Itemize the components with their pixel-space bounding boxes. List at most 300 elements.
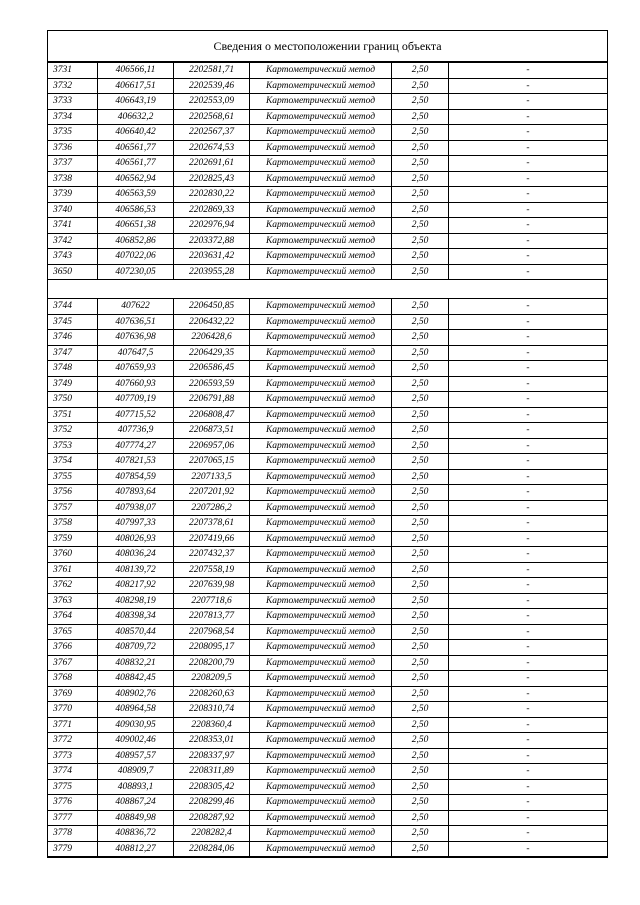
accuracy-cell: 2,50 <box>392 249 449 265</box>
method-cell: Картометрический метод <box>250 218 392 234</box>
table-row <box>48 841 607 857</box>
description-cell: - <box>449 264 608 280</box>
method-cell: Картометрический метод <box>250 717 392 733</box>
table-row <box>48 392 607 408</box>
point-number-cell: 3752 <box>48 423 98 439</box>
y-coordinate-cell: 2207065,15 <box>174 454 250 470</box>
accuracy-cell: 2,50 <box>392 171 449 187</box>
description-cell: - <box>449 733 608 749</box>
method-cell: Картометрический метод <box>250 764 392 780</box>
point-number-cell: 3736 <box>48 140 98 156</box>
point-number-cell: 3754 <box>48 454 98 470</box>
method-cell: Картометрический метод <box>250 516 392 532</box>
method-cell: Картометрический метод <box>250 345 392 361</box>
point-number-cell: 3777 <box>48 810 98 826</box>
table-row <box>48 531 607 547</box>
point-number-cell: 3763 <box>48 593 98 609</box>
method-cell: Картометрический метод <box>250 140 392 156</box>
accuracy-cell: 2,50 <box>392 531 449 547</box>
point-number-cell: 3759 <box>48 531 98 547</box>
point-number-cell: 3731 <box>48 63 98 79</box>
accuracy-cell: 2,50 <box>392 841 449 857</box>
description-cell: - <box>449 202 608 218</box>
method-cell: Картометрический метод <box>250 314 392 330</box>
point-number-cell: 3739 <box>48 187 98 203</box>
description-cell: - <box>449 345 608 361</box>
description-cell: - <box>449 516 608 532</box>
y-coordinate-cell: 2206432,22 <box>174 314 250 330</box>
method-cell: Картометрический метод <box>250 63 392 79</box>
description-cell: - <box>449 140 608 156</box>
x-coordinate-cell: 406617,51 <box>98 78 174 94</box>
y-coordinate-cell: 2207286,2 <box>174 500 250 516</box>
accuracy-cell: 2,50 <box>392 94 449 110</box>
method-cell: Картометрический метод <box>250 500 392 516</box>
table-row <box>48 717 607 733</box>
description-cell: - <box>449 717 608 733</box>
x-coordinate-cell: 407997,33 <box>98 516 174 532</box>
description-cell: - <box>449 841 608 857</box>
method-cell: Картометрический метод <box>250 392 392 408</box>
description-cell: - <box>449 438 608 454</box>
method-cell: Картометрический метод <box>250 593 392 609</box>
y-coordinate-cell: 2206429,35 <box>174 345 250 361</box>
method-cell: Картометрический метод <box>250 264 392 280</box>
accuracy-cell: 2,50 <box>392 330 449 346</box>
description-cell: - <box>449 810 608 826</box>
accuracy-cell: 2,50 <box>392 609 449 625</box>
x-coordinate-cell: 408849,98 <box>98 810 174 826</box>
accuracy-cell: 2,50 <box>392 733 449 749</box>
description-cell: - <box>449 423 608 439</box>
description-cell: - <box>449 407 608 423</box>
y-coordinate-cell: 2202581,71 <box>174 63 250 79</box>
accuracy-cell: 2,50 <box>392 810 449 826</box>
method-cell: Картометрический метод <box>250 624 392 640</box>
point-number-cell: 3750 <box>48 392 98 408</box>
point-number-cell: 3758 <box>48 516 98 532</box>
description-cell: - <box>449 314 608 330</box>
table-title: Сведения о местоположении границ объекта <box>48 31 607 62</box>
method-cell: Картометрический метод <box>250 109 392 125</box>
description-cell: - <box>449 171 608 187</box>
accuracy-cell: 2,50 <box>392 202 449 218</box>
x-coordinate-cell: 408902,76 <box>98 686 174 702</box>
x-coordinate-cell: 408836,72 <box>98 826 174 842</box>
description-cell: - <box>449 330 608 346</box>
table-row <box>48 826 607 842</box>
x-coordinate-cell: 407893,64 <box>98 485 174 501</box>
accuracy-cell: 2,50 <box>392 78 449 94</box>
accuracy-cell: 2,50 <box>392 376 449 392</box>
x-coordinate-cell: 407821,53 <box>98 454 174 470</box>
accuracy-cell: 2,50 <box>392 562 449 578</box>
table-row <box>48 469 607 485</box>
y-coordinate-cell: 2208287,92 <box>174 810 250 826</box>
method-cell: Картометрический метод <box>250 609 392 625</box>
accuracy-cell: 2,50 <box>392 361 449 377</box>
y-coordinate-cell: 2208299,46 <box>174 795 250 811</box>
accuracy-cell: 2,50 <box>392 438 449 454</box>
accuracy-cell: 2,50 <box>392 671 449 687</box>
method-cell: Картометрический метод <box>250 810 392 826</box>
description-cell: - <box>449 624 608 640</box>
table-row <box>48 485 607 501</box>
point-number-cell: 3755 <box>48 469 98 485</box>
point-number-cell: 3767 <box>48 655 98 671</box>
table-row <box>48 795 607 811</box>
x-coordinate-cell: 407854,59 <box>98 469 174 485</box>
y-coordinate-cell: 2206791,88 <box>174 392 250 408</box>
accuracy-cell: 2,50 <box>392 345 449 361</box>
y-coordinate-cell: 2208305,42 <box>174 779 250 795</box>
method-cell: Картометрический метод <box>250 454 392 470</box>
description-cell: - <box>449 686 608 702</box>
description-cell: - <box>449 187 608 203</box>
point-number-cell: 3751 <box>48 407 98 423</box>
y-coordinate-cell: 2202976,94 <box>174 218 250 234</box>
x-coordinate-cell: 407660,93 <box>98 376 174 392</box>
point-number-cell: 3779 <box>48 841 98 857</box>
table-row <box>48 125 607 141</box>
table-row <box>48 609 607 625</box>
method-cell: Картометрический метод <box>250 249 392 265</box>
method-cell: Картометрический метод <box>250 578 392 594</box>
accuracy-cell: 2,50 <box>392 702 449 718</box>
y-coordinate-cell: 2207133,5 <box>174 469 250 485</box>
x-coordinate-cell: 406561,77 <box>98 140 174 156</box>
table-row <box>48 516 607 532</box>
description-cell: - <box>449 795 608 811</box>
x-coordinate-cell: 408217,92 <box>98 578 174 594</box>
table-row <box>48 361 607 377</box>
y-coordinate-cell: 2207432,37 <box>174 547 250 563</box>
point-number-cell: 3757 <box>48 500 98 516</box>
method-cell: Картометрический метод <box>250 171 392 187</box>
y-coordinate-cell: 2206873,51 <box>174 423 250 439</box>
accuracy-cell: 2,50 <box>392 407 449 423</box>
table-row <box>48 376 607 392</box>
accuracy-cell: 2,50 <box>392 547 449 563</box>
point-number-cell: 3737 <box>48 156 98 172</box>
y-coordinate-cell: 2203955,28 <box>174 264 250 280</box>
x-coordinate-cell: 408832,21 <box>98 655 174 671</box>
table-row <box>48 330 607 346</box>
table-row <box>48 94 607 110</box>
y-coordinate-cell: 2202691,61 <box>174 156 250 172</box>
table-row <box>48 624 607 640</box>
description-cell: - <box>449 578 608 594</box>
group-separator-cell <box>48 280 607 299</box>
table-row <box>48 454 607 470</box>
y-coordinate-cell: 2208353,01 <box>174 733 250 749</box>
point-number-cell: 3776 <box>48 795 98 811</box>
x-coordinate-cell: 406640,42 <box>98 125 174 141</box>
accuracy-cell: 2,50 <box>392 748 449 764</box>
description-cell: - <box>449 640 608 656</box>
description-cell: - <box>449 63 608 79</box>
description-cell: - <box>449 299 608 315</box>
accuracy-cell: 2,50 <box>392 63 449 79</box>
description-cell: - <box>449 392 608 408</box>
x-coordinate-cell: 407647,5 <box>98 345 174 361</box>
point-number-cell: 3738 <box>48 171 98 187</box>
accuracy-cell: 2,50 <box>392 140 449 156</box>
point-number-cell: 3761 <box>48 562 98 578</box>
accuracy-cell: 2,50 <box>392 187 449 203</box>
x-coordinate-cell: 408036,24 <box>98 547 174 563</box>
y-coordinate-cell: 2207558,19 <box>174 562 250 578</box>
point-number-cell: 3732 <box>48 78 98 94</box>
description-cell: - <box>449 469 608 485</box>
point-number-cell: 3771 <box>48 717 98 733</box>
description-cell: - <box>449 764 608 780</box>
point-number-cell: 3753 <box>48 438 98 454</box>
coordinates-table <box>48 62 607 857</box>
y-coordinate-cell: 2207419,66 <box>174 531 250 547</box>
method-cell: Картометрический метод <box>250 187 392 203</box>
accuracy-cell: 2,50 <box>392 795 449 811</box>
accuracy-cell: 2,50 <box>392 485 449 501</box>
x-coordinate-cell: 408298,19 <box>98 593 174 609</box>
y-coordinate-cell: 2202869,33 <box>174 202 250 218</box>
table-row <box>48 500 607 516</box>
method-cell: Картометрический метод <box>250 485 392 501</box>
x-coordinate-cell: 408964,58 <box>98 702 174 718</box>
method-cell: Картометрический метод <box>250 376 392 392</box>
method-cell: Картометрический метод <box>250 826 392 842</box>
table-row <box>48 78 607 94</box>
point-number-cell: 3775 <box>48 779 98 795</box>
accuracy-cell: 2,50 <box>392 655 449 671</box>
description-cell: - <box>449 748 608 764</box>
method-cell: Картометрический метод <box>250 330 392 346</box>
y-coordinate-cell: 2208209,5 <box>174 671 250 687</box>
method-cell: Картометрический метод <box>250 94 392 110</box>
point-number-cell: 3748 <box>48 361 98 377</box>
y-coordinate-cell: 2202830,22 <box>174 187 250 203</box>
point-number-cell: 3741 <box>48 218 98 234</box>
description-cell: - <box>449 593 608 609</box>
x-coordinate-cell: 407659,93 <box>98 361 174 377</box>
accuracy-cell: 2,50 <box>392 717 449 733</box>
method-cell: Картометрический метод <box>250 299 392 315</box>
x-coordinate-cell: 408842,45 <box>98 671 174 687</box>
table-row <box>48 578 607 594</box>
x-coordinate-cell: 407636,51 <box>98 314 174 330</box>
x-coordinate-cell: 407022,06 <box>98 249 174 265</box>
y-coordinate-cell: 2208337,97 <box>174 748 250 764</box>
y-coordinate-cell: 2203372,88 <box>174 233 250 249</box>
x-coordinate-cell: 408867,24 <box>98 795 174 811</box>
method-cell: Картометрический метод <box>250 748 392 764</box>
method-cell: Картометрический метод <box>250 686 392 702</box>
table-row <box>48 748 607 764</box>
table-row <box>48 140 607 156</box>
y-coordinate-cell: 2202567,37 <box>174 125 250 141</box>
accuracy-cell: 2,50 <box>392 764 449 780</box>
method-cell: Картометрический метод <box>250 640 392 656</box>
accuracy-cell: 2,50 <box>392 392 449 408</box>
point-number-cell: 3744 <box>48 299 98 315</box>
description-cell: - <box>449 361 608 377</box>
point-number-cell: 3774 <box>48 764 98 780</box>
y-coordinate-cell: 2206428,6 <box>174 330 250 346</box>
description-cell: - <box>449 125 608 141</box>
accuracy-cell: 2,50 <box>392 500 449 516</box>
boundary-coordinates-sheet <box>47 30 608 858</box>
table-row <box>48 547 607 563</box>
x-coordinate-cell: 409030,95 <box>98 717 174 733</box>
point-number-cell: 3735 <box>48 125 98 141</box>
description-cell: - <box>449 218 608 234</box>
point-number-cell: 3650 <box>48 264 98 280</box>
description-cell: - <box>449 78 608 94</box>
y-coordinate-cell: 2207378,61 <box>174 516 250 532</box>
accuracy-cell: 2,50 <box>392 156 449 172</box>
method-cell: Картометрический метод <box>250 361 392 377</box>
y-coordinate-cell: 2202825,43 <box>174 171 250 187</box>
y-coordinate-cell: 2208260,63 <box>174 686 250 702</box>
table-row <box>48 218 607 234</box>
y-coordinate-cell: 2202674,53 <box>174 140 250 156</box>
description-cell: - <box>449 94 608 110</box>
accuracy-cell: 2,50 <box>392 516 449 532</box>
method-cell: Картометрический метод <box>250 78 392 94</box>
method-cell: Картометрический метод <box>250 202 392 218</box>
point-number-cell: 3760 <box>48 547 98 563</box>
x-coordinate-cell: 406561,77 <box>98 156 174 172</box>
description-cell: - <box>449 609 608 625</box>
accuracy-cell: 2,50 <box>392 218 449 234</box>
y-coordinate-cell: 2206586,45 <box>174 361 250 377</box>
x-coordinate-cell: 407709,19 <box>98 392 174 408</box>
x-coordinate-cell: 407636,98 <box>98 330 174 346</box>
table-row <box>48 314 607 330</box>
point-number-cell: 3770 <box>48 702 98 718</box>
point-number-cell: 3773 <box>48 748 98 764</box>
point-number-cell: 3762 <box>48 578 98 594</box>
point-number-cell: 3734 <box>48 109 98 125</box>
table-row <box>48 202 607 218</box>
table-row <box>48 264 607 280</box>
description-cell: - <box>449 531 608 547</box>
accuracy-cell: 2,50 <box>392 299 449 315</box>
table-row <box>48 810 607 826</box>
accuracy-cell: 2,50 <box>392 454 449 470</box>
method-cell: Картометрический метод <box>250 547 392 563</box>
method-cell: Картометрический метод <box>250 671 392 687</box>
x-coordinate-cell: 408709,72 <box>98 640 174 656</box>
table-row <box>48 671 607 687</box>
table-row <box>48 423 607 439</box>
description-cell: - <box>449 702 608 718</box>
y-coordinate-cell: 2208200,79 <box>174 655 250 671</box>
table-row <box>48 233 607 249</box>
table-row <box>48 702 607 718</box>
method-cell: Картометрический метод <box>250 423 392 439</box>
point-number-cell: 3749 <box>48 376 98 392</box>
method-cell: Картометрический метод <box>250 125 392 141</box>
x-coordinate-cell: 407938,07 <box>98 500 174 516</box>
description-cell: - <box>449 547 608 563</box>
y-coordinate-cell: 2208282,4 <box>174 826 250 842</box>
method-cell: Картометрический метод <box>250 655 392 671</box>
method-cell: Картометрический метод <box>250 233 392 249</box>
description-cell: - <box>449 454 608 470</box>
accuracy-cell: 2,50 <box>392 125 449 141</box>
table-row <box>48 299 607 315</box>
accuracy-cell: 2,50 <box>392 686 449 702</box>
table-row <box>48 407 607 423</box>
y-coordinate-cell: 2207718,6 <box>174 593 250 609</box>
y-coordinate-cell: 2208095,17 <box>174 640 250 656</box>
x-coordinate-cell: 407230,05 <box>98 264 174 280</box>
table-row <box>48 686 607 702</box>
table-row <box>48 562 607 578</box>
table-row <box>48 109 607 125</box>
accuracy-cell: 2,50 <box>392 469 449 485</box>
table-row <box>48 438 607 454</box>
description-cell: - <box>449 109 608 125</box>
description-cell: - <box>449 249 608 265</box>
table-row <box>48 733 607 749</box>
table-row <box>48 171 607 187</box>
x-coordinate-cell: 407774,27 <box>98 438 174 454</box>
table-row <box>48 345 607 361</box>
x-coordinate-cell: 408139,72 <box>98 562 174 578</box>
point-number-cell: 3733 <box>48 94 98 110</box>
table-row <box>48 63 607 79</box>
accuracy-cell: 2,50 <box>392 624 449 640</box>
point-number-cell: 3740 <box>48 202 98 218</box>
accuracy-cell: 2,50 <box>392 109 449 125</box>
point-number-cell: 3743 <box>48 249 98 265</box>
y-coordinate-cell: 2206808,47 <box>174 407 250 423</box>
accuracy-cell: 2,50 <box>392 640 449 656</box>
x-coordinate-cell: 409002,46 <box>98 733 174 749</box>
point-number-cell: 3756 <box>48 485 98 501</box>
description-cell: - <box>449 500 608 516</box>
x-coordinate-cell: 407715,52 <box>98 407 174 423</box>
method-cell: Картометрический метод <box>250 407 392 423</box>
table-row <box>48 156 607 172</box>
accuracy-cell: 2,50 <box>392 578 449 594</box>
table-row <box>48 764 607 780</box>
description-cell: - <box>449 376 608 392</box>
coordinates-table-body <box>48 63 607 857</box>
description-cell: - <box>449 485 608 501</box>
y-coordinate-cell: 2206450,85 <box>174 299 250 315</box>
x-coordinate-cell: 407736,9 <box>98 423 174 439</box>
y-coordinate-cell: 2202568,61 <box>174 109 250 125</box>
accuracy-cell: 2,50 <box>392 779 449 795</box>
accuracy-cell: 2,50 <box>392 423 449 439</box>
x-coordinate-cell: 406632,2 <box>98 109 174 125</box>
x-coordinate-cell: 406852,86 <box>98 233 174 249</box>
method-cell: Картометрический метод <box>250 733 392 749</box>
y-coordinate-cell: 2202553,09 <box>174 94 250 110</box>
accuracy-cell: 2,50 <box>392 264 449 280</box>
point-number-cell: 3765 <box>48 624 98 640</box>
point-number-cell: 3772 <box>48 733 98 749</box>
point-number-cell: 3745 <box>48 314 98 330</box>
description-cell: - <box>449 826 608 842</box>
table-row <box>48 779 607 795</box>
point-number-cell: 3768 <box>48 671 98 687</box>
table-row <box>48 640 607 656</box>
y-coordinate-cell: 2207968,54 <box>174 624 250 640</box>
